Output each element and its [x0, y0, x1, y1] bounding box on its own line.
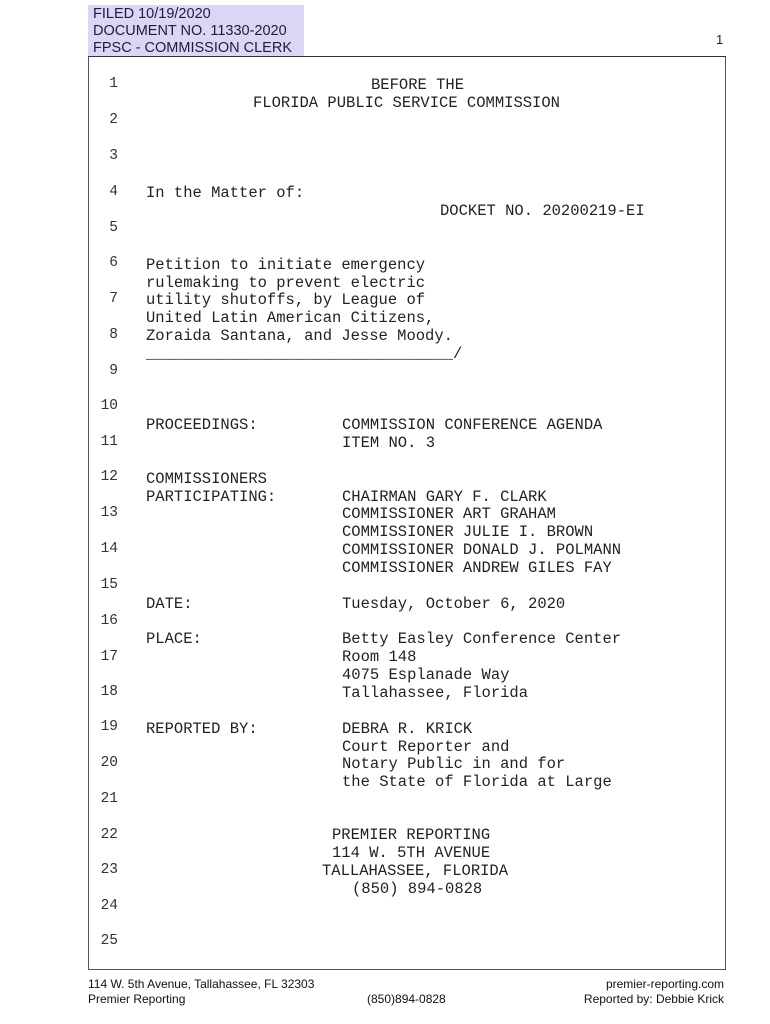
commissioner-name: COMMISSIONER ANDREW GILES FAY: [342, 559, 612, 577]
commissioner-name: COMMISSIONER ART GRAHAM: [342, 505, 556, 523]
company-street: 114 W. 5TH AVENUE: [332, 844, 491, 862]
line-number: 15: [100, 577, 118, 593]
petition-line: Zoraida Santana, and Jesse Moody.: [146, 327, 453, 345]
petition-line: Petition to initiate emergency: [146, 256, 426, 274]
line-number: 24: [100, 898, 118, 914]
footer-phone: (850)894-0828: [367, 992, 446, 1006]
line-number: 22: [100, 827, 118, 843]
date-value: Tuesday, October 6, 2020: [342, 595, 566, 613]
commissioner-name: CHAIRMAN GARY F. CLARK: [342, 488, 547, 506]
place-line: 4075 Esplanade Way: [342, 666, 510, 684]
company-phone: (850) 894-0828: [352, 880, 483, 898]
petition-rule: _________________________________/: [146, 345, 463, 363]
before-heading: BEFORE THE: [371, 76, 465, 94]
participating-label: PARTICIPATING:: [146, 488, 277, 506]
line-number: 23: [100, 862, 118, 878]
petition-line: United Latin American Citizens,: [146, 309, 435, 327]
line-number: 9: [109, 363, 118, 379]
petition-line: utility shutoffs, by League of: [146, 291, 426, 309]
commission-heading: FLORIDA PUBLIC SERVICE COMMISSION: [253, 94, 560, 112]
matter-label: In the Matter of:: [146, 184, 305, 202]
company-name: PREMIER REPORTING: [332, 826, 491, 844]
commissioner-name: COMMISSIONER DONALD J. POLMANN: [342, 541, 622, 559]
date-label: DATE:: [146, 595, 193, 613]
document-number: DOCUMENT NO. 11330-2020: [93, 23, 287, 39]
proceedings-item: ITEM NO. 3: [342, 434, 436, 452]
reporter-line: Court Reporter and: [342, 738, 510, 756]
footer-address: 114 W. 5th Avenue, Tallahassee, FL 32303: [88, 977, 315, 991]
line-number: 10: [100, 398, 118, 414]
company-city: TALLAHASSEE, FLORIDA: [322, 862, 509, 880]
reporter-label: REPORTED BY:: [146, 720, 258, 738]
page-number: 1: [716, 32, 724, 47]
line-number: 6: [109, 255, 118, 271]
place-label: PLACE:: [146, 630, 202, 648]
line-number: 20: [100, 755, 118, 771]
footer-company: Premier Reporting: [88, 992, 186, 1006]
reporter-line: Notary Public in and for: [342, 755, 566, 773]
line-number: 18: [100, 684, 118, 700]
line-number: 16: [100, 613, 118, 629]
reporter-line: the State of Florida at Large: [342, 773, 612, 791]
line-number: 5: [109, 220, 118, 236]
line-number: 4: [109, 184, 118, 200]
place-line: Betty Easley Conference Center: [342, 630, 622, 648]
line-number: 1: [109, 76, 118, 92]
commissioners-label: COMMISSIONERS: [146, 470, 267, 488]
place-line: Room 148: [342, 648, 417, 666]
line-number: 13: [100, 505, 118, 521]
line-number: 14: [100, 541, 118, 557]
footer-website[interactable]: premier-reporting.com: [605, 977, 724, 991]
reporter-line: DEBRA R. KRICK: [342, 720, 473, 738]
line-number: 19: [100, 719, 118, 735]
line-number: 3: [109, 148, 118, 164]
commission-clerk: FPSC - COMMISSION CLERK: [93, 40, 292, 56]
line-number: 2: [109, 112, 118, 128]
line-number: 7: [109, 291, 118, 307]
line-number: 21: [100, 791, 118, 807]
petition-line: rulemaking to prevent electric: [146, 274, 426, 292]
line-number: 17: [100, 649, 118, 665]
line-number: 12: [100, 469, 118, 485]
line-number: 11: [100, 434, 118, 450]
line-number: 25: [100, 933, 118, 949]
place-line: Tallahassee, Florida: [342, 684, 529, 702]
docket-number: DOCKET NO. 20200219-EI: [440, 202, 645, 220]
filing-stamp: [88, 5, 304, 57]
commissioner-name: COMMISSIONER JULIE I. BROWN: [342, 523, 594, 541]
proceedings-label: PROCEEDINGS:: [146, 416, 258, 434]
footer-reported-by: Reported by: Debbie Krick: [583, 992, 724, 1006]
line-number: 8: [109, 327, 118, 343]
filed-date: FILED 10/19/2020: [93, 6, 211, 22]
proceedings-value: COMMISSION CONFERENCE AGENDA: [342, 416, 603, 434]
